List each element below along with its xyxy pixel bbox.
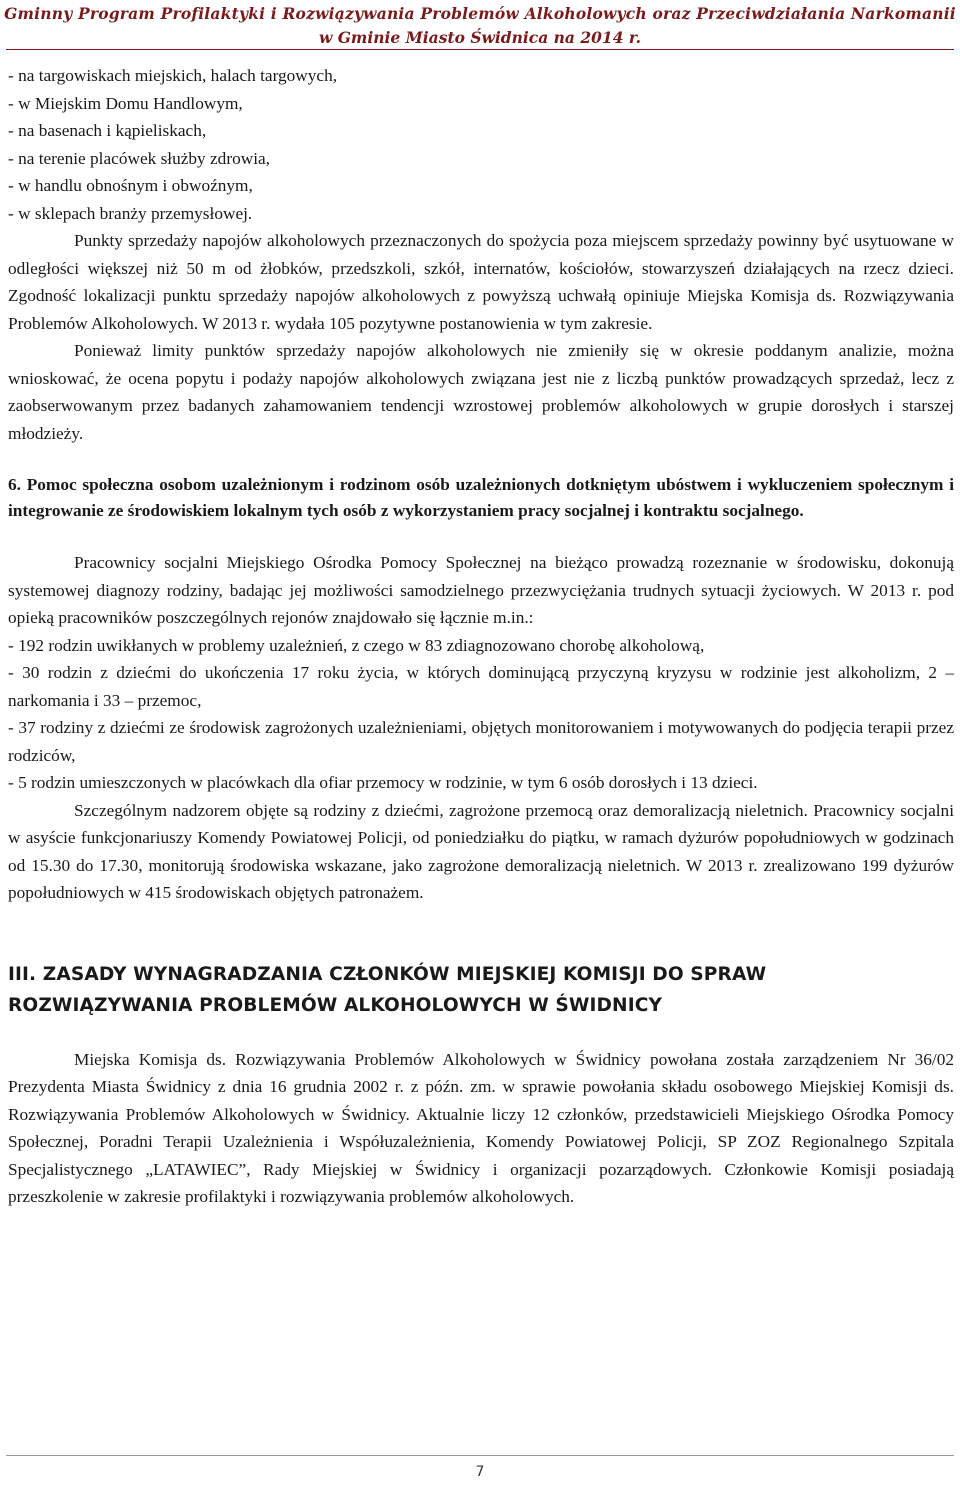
list-item: - 5 rodzin umieszczonych w placówkach dla ofiar przemocy w rodzinie, w tym 6 osób dorosłych i 13 dzieci. [8, 773, 758, 792]
list-item: - w sklepach branży przemysłowej. [8, 203, 253, 223]
footer-divider [6, 1455, 954, 1456]
section-6-heading: 6. Pomoc społeczna osobom uzależnionym i rodzinom osób uzależnionych dotkniętym ubóstwem i wykluczeniem społecznym i integrowanie ze środowiskiem lokalnym tych osób z wykorzystaniem pracy socjalnej i kontraktu socjalnego. [8, 475, 954, 520]
paragraph-commission: Miejska Komisja ds. Rozwiązywania Problemów Alkoholowych w Świdnicy powołana została zarządzeniem Nr 36/02 Prezydenta Miasta Świdnicy z dnia 16 grudnia 2002 r. z późn. zm. w sprawie powołania składu osobowego Miejskiej Komisji ds. Rozwiązywania Problemów Alkoholowych w Świdnicy. Aktualnie liczy 12 członków, przedstawicieli Miejskiego Ośrodka Pomocy Społecznej, Poradni Terapii Uzależnienia i Współuzależnienia, Komendy Powiatowej Policji, SP ZOZ Regionalnego Szpitala Specjalistycznego „LATAWIEC”, Rady Miejskiej w Świdnicy i organizacji pozarządowych. Członkowie Komisji posiadają przeszkolenie w zakresie profilaktyki i rozwiązywania problemów alkoholowych. [8, 1049, 954, 1206]
list-item: - 37 rodziny z dziećmi ze środowisk zagrożonych uzależnieniami, objętych monitorowaniem i motywowanych do podjęcia terapii przez rodziców, [8, 718, 954, 765]
paragraph-supervision: Szczególnym nadzorem objęte są rodziny z dziećmi, zagrożone przemocą oraz demoralizacją nieletnich. Pracownicy socjalni w asyście funkcjonariuszy Komendy Powiatowej Policji, od poniedziałku do piątku, w ramach dyżurów popołudniowych w godzinach od 15.30 do 17.30, monitorują środowiska wskazane, jako zagrożone demoralizacją nieletnich. W 2013 r. zrealizowano 199 dyżurów popołudniowych w 415 środowiskach objętych patronażem. [8, 800, 954, 902]
document-body [8, 62, 954, 1211]
header-title-line2: w Gminie Miasto Świdnica na 2014 r. [318, 28, 642, 47]
list-item: - na targowiskach miejskich, halach targowych, [8, 66, 338, 85]
list-item: - 30 rodzin z dziećmi do ukończenia 17 roku życia, w których dominującą przyczyną kryzysu w rodzinie jest alkoholizm, 2 – narkomania i 33 – przemoc, [8, 663, 954, 710]
header-divider [6, 49, 954, 50]
page-number: 7 [475, 1464, 485, 1480]
header-title-line1: Gminny Program Profilaktyki i Rozwiązywania Problemów Alkoholowych oraz Przeciwdziałania Narkomanii [4, 4, 956, 23]
list-item: - w Miejskim Domu Handlowym, [8, 93, 243, 113]
paragraph-limits: Ponieważ limity punktów sprzedaży napojów alkoholowych nie zmieniły się w okresie poddanym analizie, można wnioskować, że ocena popytu i podaży napojów alkoholowych związana jest nie z liczbą punktów prowadzących sprzedaż, lecz z zaobserwowanym przez badanych zahamowaniem tendencji wzrostowej problemów alkoholowych w grupie dorosłych i starszej młodzieży. [8, 341, 954, 443]
paragraph-sales-points: Punkty sprzedaży napojów alkoholowych przeznaczonych do spożycia poza miejscem sprzedaży powinny być usytuowane w odległości większej niż 50 m od żłobków, przedszkoli, szkół, internatów, kościołów, stowarzyszeń działających na rzecz dzieci. Zgodność lokalizacji punktu sprzedaży napojów alkoholowych z powyższą uchwałą opiniuje Miejska Komisja ds. Rozwiązywania Problemów Alkoholowych. W 2013 r. wydała 105 pozytywne postanowienia w tym zakresie. [8, 231, 954, 333]
list-item: - na basenach i kąpieliskach, [8, 121, 207, 140]
families-list [8, 632, 954, 797]
page-header [0, 0, 960, 50]
list-item: - w handlu obnośnym i obwoźnym, [8, 176, 253, 195]
list-item: - 192 rodzin uwikłanych w problemy uzależnień, z czego w 83 zdiagnozowano chorobę alkoholową, [8, 635, 705, 655]
list-item: - na terenie placówek służby zdrowia, [8, 148, 270, 168]
paragraph-social-workers: Pracownicy socjalni Miejskiego Ośrodka Pomocy Społecznej na bieżąco prowadzą rozeznanie w środowisku, dokonują systemowej diagnozy rodziny, badając jej możliwości samodzielnego przezwyciężania trudnych sytuacji życiowych. W 2013 r. pod opieką pracowników poszczególnych rejonów znajdowało się łącznie m.in.: [8, 553, 954, 627]
section-III-heading: III. ZASADY WYNAGRADZANIA CZŁONKÓW MIEJSKIEJ KOMISJI DO SPRAW ROZWIĄZYWANIA PROBLEMÓW ALKOHOLOWYCH W ŚWIDNICY [8, 963, 767, 1016]
locations-list [8, 62, 954, 227]
